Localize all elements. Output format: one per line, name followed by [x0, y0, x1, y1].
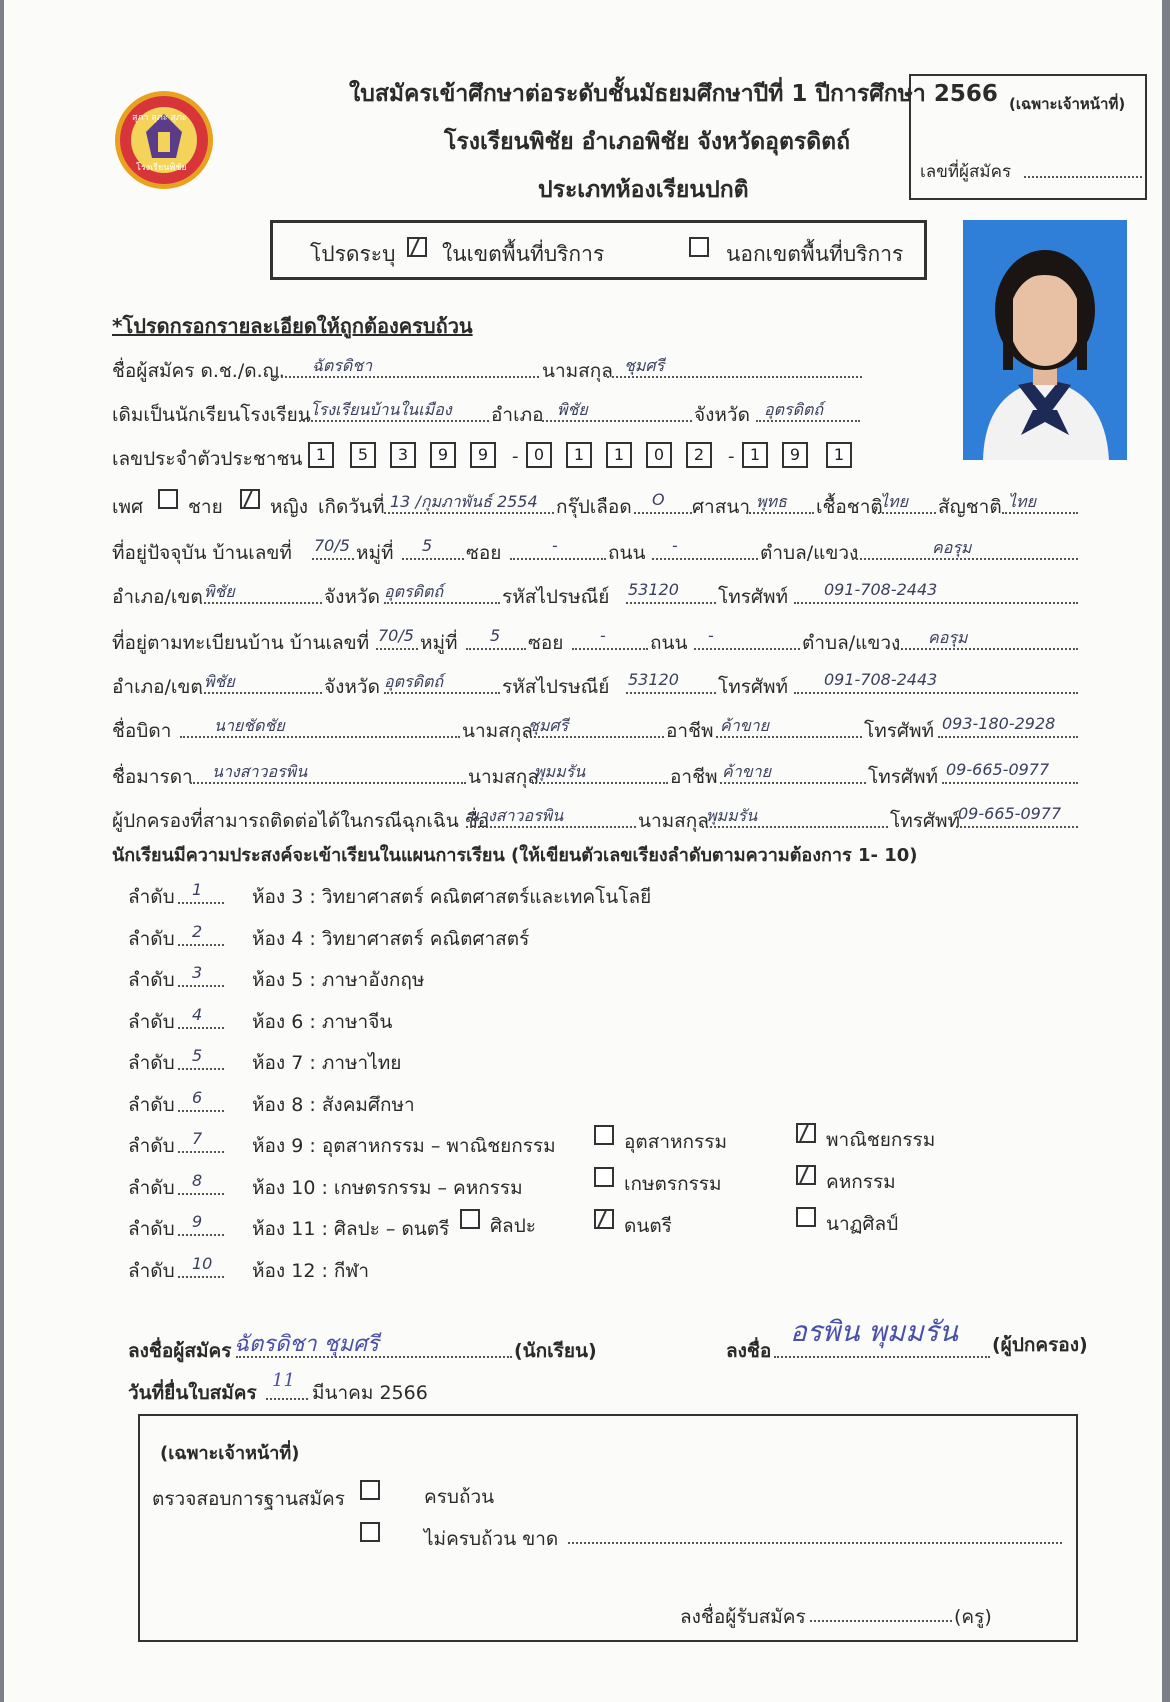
father-job[interactable]: ค้าขาย — [720, 716, 769, 735]
name-label: ชื่อผู้สมัคร ด.ช./ด.ญ. — [112, 360, 285, 382]
id-digit-box[interactable]: 0 — [526, 442, 552, 468]
registered-zip[interactable]: 53120 — [628, 670, 679, 689]
plan-room: ห้อง 8 : สังคมศึกษา — [252, 1093, 415, 1116]
logo-text-bottom: โรงเรียนพิชัย — [136, 163, 187, 173]
current-district-label: อำเภอ/เขต — [112, 586, 203, 608]
registered-district-label: อำเภอ/เขต — [112, 676, 203, 698]
plan-order-label: ลำดับ — [128, 927, 175, 950]
plan-order-label: ลำดับ — [128, 969, 175, 991]
option-industry-checkbox[interactable] — [594, 1125, 614, 1145]
plan-rank-line — [178, 985, 224, 987]
applicant-sign-label: ลงชื่อผู้สมัคร — [128, 1340, 232, 1362]
in-zone-checkbox[interactable] — [407, 237, 427, 257]
plan-order-label: ลำดับ — [128, 1218, 175, 1240]
current-road-line — [652, 558, 758, 560]
current-moo-label: หมู่ที่ — [356, 542, 394, 564]
option-home-economics-checkbox[interactable] — [796, 1165, 816, 1185]
id-digit-box[interactable]: 9 — [782, 442, 808, 468]
current-zip-line — [626, 602, 716, 604]
plan-rank-line — [178, 944, 224, 946]
current-zip[interactable]: 53120 — [628, 580, 679, 599]
current-zip-label: รหัสไปรษณีย์ — [502, 586, 610, 608]
receiver-role: (ครู) — [954, 1606, 992, 1628]
registered-province-label: จังหวัด — [324, 676, 380, 698]
father-name[interactable]: นายชัดชัย — [214, 716, 285, 735]
date-day-line — [266, 1398, 308, 1400]
current-soi-label: ซอย — [466, 542, 502, 564]
zone-prompt: โปรดระบุ — [310, 242, 396, 266]
applicant-role: (นักเรียน) — [514, 1340, 597, 1362]
current-house-no[interactable]: 70/5 — [314, 536, 350, 555]
mother-surname-label: นามสกุล — [468, 766, 539, 788]
plan-rank-line — [178, 1151, 224, 1153]
district-value[interactable]: พิชัย — [557, 400, 588, 419]
date-label: วันที่ยื่นใบสมัคร — [128, 1382, 257, 1404]
plan-rank-line — [178, 1027, 224, 1029]
option-commerce-checkbox[interactable] — [796, 1123, 816, 1143]
registered-road[interactable]: - — [708, 626, 714, 645]
mother-job[interactable]: ค้าขาย — [722, 762, 771, 781]
option-agriculture-label: เกษตรกรรม — [624, 1173, 722, 1195]
guardian-phone[interactable]: 09-665-0977 — [958, 804, 1062, 823]
registered-zip-label: รหัสไปรษณีย์ — [502, 676, 610, 698]
option-dance-label: นาฏศิลป์ — [826, 1213, 899, 1235]
mother-phone-line — [942, 782, 1078, 784]
id-digit-box[interactable]: 9 — [470, 442, 496, 468]
former-school-label: เดิมเป็นนักเรียนโรงเรียน — [112, 404, 311, 426]
plan-room: ห้อง 4 : วิทยาศาสตร์ คณิตศาสตร์ — [252, 927, 530, 950]
mother-phone[interactable]: 09-665-0977 — [946, 760, 1050, 779]
registered-phone-line — [794, 692, 1078, 694]
plan-heading: นักเรียนมีความประสงค์จะเข้าเรียนในแผนการเรียน (ให้เขียนตัวเลขเรียงลำดับตามความต้องการ 1- 10) — [112, 845, 918, 866]
current-phone-line — [794, 602, 1078, 604]
office-box-label: (เฉพาะเจ้าหน้าที่) — [1009, 95, 1126, 113]
father-surname[interactable]: ชุมศรี — [528, 716, 569, 735]
plan-rank[interactable]: 1 — [192, 880, 203, 899]
id-digit-box[interactable]: 1 — [606, 442, 632, 468]
complete-label: ครบถ้วน — [424, 1486, 495, 1508]
nationality-value[interactable]: ไทย — [1008, 492, 1036, 511]
current-province-label: จังหวัด — [324, 586, 380, 608]
office-footer-title: (เฉพาะเจ้าหน้าที่) — [160, 1443, 300, 1464]
registered-road-label: ถนน — [650, 632, 688, 654]
guardian-surname[interactable]: พุมมรัน — [706, 806, 758, 825]
guardian-label: ผู้ปกครองที่สามารถติดต่อได้ในกรณีฉุกเฉิน ชื่อ — [112, 810, 490, 832]
surname-value[interactable]: ชุมศรี — [624, 356, 665, 375]
id-digit-box[interactable]: 5 — [350, 442, 376, 468]
former-school-value[interactable]: โรงเรียนบ้านในเมือง — [310, 400, 452, 419]
plan-rank[interactable]: 8 — [192, 1170, 203, 1190]
applicant-no-field[interactable] — [1024, 176, 1142, 178]
id-digit-box[interactable]: 9 — [430, 442, 456, 468]
father-phone[interactable]: 093-180-2928 — [942, 714, 1056, 733]
mother-surname[interactable]: พุมมรัน — [534, 762, 586, 781]
registered-house-line — [376, 648, 418, 650]
male-label: ชาย — [188, 496, 223, 518]
registered-soi-line — [572, 648, 648, 650]
incomplete-checkbox[interactable] — [360, 1522, 380, 1542]
plan-rank-line — [178, 1193, 224, 1195]
province-value[interactable]: อุตรดิตถ์ — [764, 400, 824, 419]
plan-rank[interactable]: 2 — [192, 921, 203, 941]
registered-subdistrict-line — [894, 648, 1078, 650]
nationality-label: สัญชาติ — [938, 496, 1002, 518]
receiver-sign-field[interactable] — [810, 1620, 952, 1622]
registered-house-no[interactable]: 70/5 — [378, 626, 414, 645]
male-checkbox[interactable] — [158, 489, 178, 509]
id-separator: - — [512, 446, 519, 467]
surname-label: นามสกุล — [542, 360, 613, 382]
plan-room: ห้อง 6 : ภาษาจีน — [252, 1010, 393, 1033]
id-digit-box[interactable]: 3 — [390, 442, 416, 468]
id-digit-box[interactable]: 1 — [742, 442, 768, 468]
registered-zip-line — [626, 692, 716, 694]
applicant-photo — [963, 220, 1127, 460]
missing-docs-field[interactable] — [568, 1542, 1062, 1544]
option-music-checkbox[interactable] — [594, 1209, 614, 1229]
form-title: ใบสมัครเข้าศึกษาต่อระดับชั้นมัธยมศึกษาปีที่ 1 ปีการศึกษา 2566 — [349, 81, 998, 107]
id-digit-box[interactable]: 1 — [566, 442, 592, 468]
father-label: ชื่อบิดา — [112, 720, 172, 742]
father-phone-line — [938, 736, 1078, 738]
guardian-sign-line — [774, 1356, 990, 1358]
plan-order-label: ลำดับ — [128, 886, 175, 908]
plan-room: ห้อง 3 : วิทยาศาสตร์ คณิตศาสตร์และเทคโนโลยี — [252, 886, 652, 908]
current-district[interactable]: พิชัย — [204, 582, 235, 601]
plan-room: ห้อง 11 : ศิลปะ – ดนตรี — [252, 1218, 450, 1240]
id-label: เลขประจำตัวประชาชน — [112, 448, 303, 470]
option-art-checkbox[interactable] — [460, 1209, 480, 1229]
plan-order-label: ลำดับ — [128, 1010, 175, 1033]
sex-label: เพศ — [112, 496, 144, 518]
registered-road-line — [694, 648, 800, 650]
school-name: โรงเรียนพิชัย อำเภอพิชัย จังหวัดอุตรดิตถ์ — [444, 129, 851, 155]
guardian-surname-label: นามสกุล — [638, 810, 709, 832]
plan-rank-line — [178, 1068, 224, 1070]
option-dance-checkbox[interactable] — [796, 1207, 816, 1227]
plan-rank-line — [178, 1276, 224, 1278]
option-industry-label: อุตสาหกรรม — [624, 1131, 727, 1153]
current-road[interactable]: - — [672, 536, 678, 555]
option-commerce-label: พาณิชยกรรม — [826, 1129, 936, 1151]
father-surname-label: นามสกุล — [462, 720, 533, 742]
plan-rank[interactable]: 9 — [192, 1212, 203, 1231]
current-soi-line — [510, 558, 606, 560]
applicant-signature[interactable]: ฉัตรดิชา ชุมศรี — [234, 1332, 379, 1357]
blood-value[interactable]: O — [652, 490, 665, 509]
registered-soi[interactable]: - — [600, 626, 606, 645]
registered-moo-line — [466, 648, 526, 650]
guardian-signature[interactable]: อรพิน พุมมรัน — [790, 1315, 958, 1348]
current-phone[interactable]: 091-708-2443 — [824, 580, 938, 599]
logo-text-top: สุภา สุภะ สุภะ — [132, 113, 187, 123]
id-digit-box[interactable]: 1 — [826, 442, 852, 468]
plan-rank[interactable]: 10 — [192, 1253, 213, 1273]
guardian-name[interactable]: นางสาวอรพิน — [468, 806, 564, 825]
out-zone-checkbox[interactable] — [689, 237, 709, 257]
registered-district[interactable]: พิชัย — [204, 672, 235, 691]
plan-order-label: ลำดับ — [128, 1052, 175, 1074]
applicant-no-label: เลขที่ผู้สมัคร — [920, 162, 1012, 182]
father-phone-label: โทรศัพท์ — [864, 720, 935, 742]
female-label: หญิง — [270, 496, 308, 518]
receiver-label: ลงชื่อผู้รับสมัคร — [680, 1606, 806, 1628]
id-digit-box[interactable]: 1 — [308, 442, 334, 468]
registered-subdistrict[interactable]: คอรุม — [928, 628, 968, 647]
id-separator: - — [728, 446, 735, 467]
plan-rank[interactable]: 6 — [192, 1087, 203, 1107]
registered-address-label: ที่อยู่ตามทะเบียนบ้าน บ้านเลขที่ — [112, 632, 370, 654]
option-music-label: ดนตรี — [624, 1215, 672, 1237]
plan-rank[interactable]: 3 — [192, 963, 203, 982]
blood-line — [634, 512, 692, 514]
blood-label: กรุ๊ปเลือด — [556, 496, 632, 518]
plan-room: ห้อง 7 : ภาษาไทย — [252, 1052, 402, 1074]
id-digit-box[interactable]: 0 — [646, 442, 672, 468]
plan-rank-line — [178, 1234, 224, 1236]
father-job-label: อาชีพ — [666, 720, 714, 742]
registered-phone-label: โทรศัพท์ — [718, 676, 789, 698]
option-agriculture-checkbox[interactable] — [594, 1167, 614, 1187]
current-moo-line — [402, 558, 464, 560]
mother-phone-label: โทรศัพท์ — [868, 766, 939, 788]
current-road-label: ถนน — [608, 542, 646, 564]
plan-rank[interactable]: 4 — [192, 1004, 203, 1024]
plan-rank[interactable]: 7 — [192, 1129, 203, 1148]
plan-room: ห้อง 9 : อุตสาหกรรม – พาณิชยกรรม — [252, 1135, 556, 1157]
current-subdistrict-label: ตำบล/แขวง — [760, 542, 859, 564]
current-phone-label: โทรศัพท์ — [718, 586, 789, 608]
instruction: *โปรดกรอกรายละเอียดให้ถูกต้องครบถ้วน — [112, 314, 473, 338]
plan-rank[interactable]: 5 — [192, 1046, 203, 1065]
plan-room: ห้อง 12 : กีฬา — [252, 1259, 370, 1282]
current-address-label: ที่อยู่ปัจจุบัน บ้านเลขที่ — [112, 542, 292, 564]
guardian-phone-label: โทรศัพท์ — [890, 810, 961, 832]
mother-label: ชื่อมารดา — [112, 766, 193, 788]
registered-moo[interactable]: 5 — [490, 626, 501, 645]
in-zone-label: ในเขตพื้นที่บริการ — [442, 242, 605, 266]
plan-order-label: ลำดับ — [128, 1176, 175, 1199]
name-value[interactable]: ฉัตรดิชา — [312, 356, 373, 375]
current-house-line — [312, 558, 354, 560]
complete-checkbox[interactable] — [360, 1480, 380, 1500]
current-province[interactable]: อุตรดิตถ์ — [384, 582, 444, 601]
guardian-phone-line — [956, 826, 1078, 828]
plan-rank-line — [178, 902, 224, 904]
current-moo[interactable]: 5 — [422, 536, 433, 555]
date-day[interactable]: 11 — [272, 1370, 295, 1391]
mother-job-label: อาชีพ — [670, 766, 718, 788]
check-docs-label: ตรวจสอบการฐานสมัคร — [152, 1488, 345, 1510]
plan-order-label: ลำดับ — [128, 1093, 175, 1116]
plan-order-label: ลำดับ — [128, 1259, 175, 1282]
option-art-label: ศิลปะ — [490, 1215, 536, 1237]
id-digit-box[interactable]: 2 — [686, 442, 712, 468]
guardian-sign-label: ลงชื่อ — [726, 1340, 772, 1362]
option-home-economics-label: คหกรรม — [826, 1171, 896, 1193]
out-zone-label: นอกเขตพื้นที่บริการ — [726, 242, 904, 266]
registered-subdistrict-label: ตำบล/แขวง — [802, 632, 901, 654]
registered-soi-label: ซอย — [528, 632, 564, 654]
plan-order-label: ลำดับ — [128, 1135, 175, 1157]
religion-label: ศาสนา — [692, 496, 750, 518]
religion-value[interactable]: พุทธ — [756, 492, 787, 511]
district-label: อำเภอ — [491, 404, 544, 426]
application-form — [4, 0, 1162, 1702]
registered-moo-label: หมู่ที่ — [420, 632, 458, 654]
province-label: จังหวัด — [694, 404, 750, 426]
race-label: เชื้อชาติ — [816, 496, 883, 518]
current-soi[interactable]: - — [552, 536, 558, 555]
school-logo — [112, 88, 216, 192]
female-checkbox[interactable] — [240, 489, 260, 509]
current-subdistrict[interactable]: คอรุม — [932, 538, 972, 557]
born-value[interactable]: 13 /กุมภาพันธ์ 2554 — [390, 492, 538, 511]
born-label: เกิดวันที่ — [318, 496, 385, 518]
plan-rank-line — [178, 1110, 224, 1112]
registered-province[interactable]: อุตรดิตถ์ — [384, 672, 444, 691]
plan-room: ห้อง 10 : เกษตรกรรม – คหกรรม — [252, 1176, 523, 1199]
class-type: ประเภทห้องเรียนปกติ — [538, 177, 749, 203]
race-value[interactable]: ไทย — [880, 492, 908, 511]
mother-name[interactable]: นางสาวอรพิน — [212, 762, 308, 781]
plan-room: ห้อง 5 : ภาษาอังกฤษ — [252, 969, 425, 991]
guardian-role: (ผู้ปกครอง) — [992, 1334, 1088, 1356]
date-rest: มีนาคม 2566 — [312, 1382, 428, 1404]
incomplete-label: ไม่ครบถ้วน ขาด — [424, 1528, 559, 1550]
registered-phone[interactable]: 091-708-2443 — [824, 670, 938, 689]
